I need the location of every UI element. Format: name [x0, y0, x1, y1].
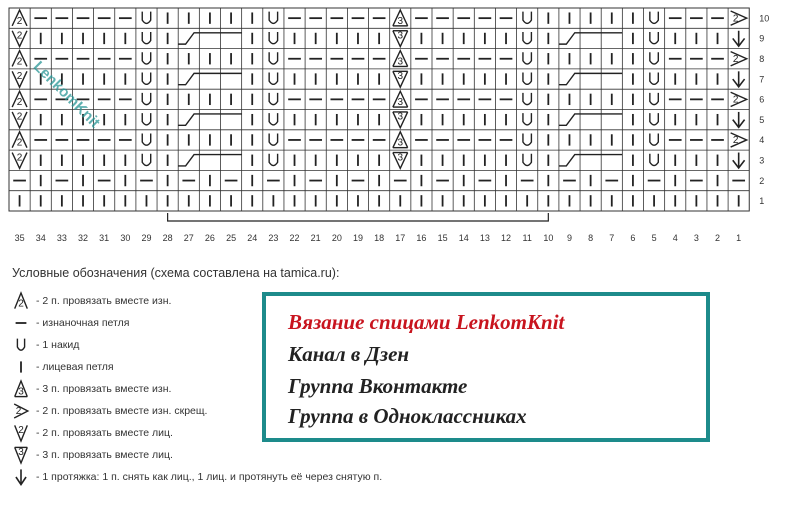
column-number: 8: [588, 233, 594, 243]
yarn-over-mark: [269, 12, 277, 24]
chart-stitch: [142, 12, 150, 24]
column-number: 6: [630, 233, 636, 243]
chart-stitch: [523, 32, 531, 44]
repeat-bracket: [168, 213, 549, 221]
decrease-count-label: 2: [16, 30, 23, 42]
promo-title[interactable]: Вязание спицами LenkomKnit: [288, 310, 565, 334]
decrease-count-label: 2: [732, 53, 739, 65]
chart-stitch: [523, 113, 531, 125]
chart-stitch: [650, 52, 658, 64]
chart-stitch: [142, 113, 150, 125]
yarn-over-mark: [523, 12, 531, 24]
legend-icon-purl-2-together: [10, 290, 32, 312]
yarn-over-mark: [650, 93, 658, 105]
decrease-count-label: 2: [16, 97, 23, 109]
legend-caption: Условные обозначения (схема составлена на tamica.ru):: [12, 266, 340, 280]
chart-stitch: [393, 132, 408, 149]
decrease-count-label: 3: [397, 71, 404, 83]
svg-text:2: 2: [15, 406, 22, 418]
column-number: 27: [183, 233, 194, 243]
svg-text:2: 2: [18, 298, 24, 310]
legend-label: - лицевая петля: [36, 361, 114, 373]
column-number: 12: [501, 233, 512, 243]
yarn-over-mark: [650, 52, 658, 64]
column-number: 9: [566, 233, 572, 243]
column-number: 31: [99, 233, 110, 243]
legend-label: - 1 протяжка: 1 п. снять как лиц., 1 лиц. и протянуть её через снятую п.: [36, 471, 383, 483]
decrease-count-label: 2: [732, 94, 739, 106]
yarn-over-mark: [650, 133, 658, 145]
decrease-count-label: 3: [397, 111, 404, 123]
chart-stitch: [523, 52, 531, 64]
column-number: 10: [543, 233, 554, 243]
cable-cross-line: [559, 114, 622, 125]
legend-icon-knit-3-together: [10, 444, 32, 466]
cable-cross-line: [178, 73, 241, 84]
decrease-count-label: 2: [16, 15, 23, 27]
chart-stitch: [142, 32, 150, 44]
yarn-over-mark: [269, 154, 277, 166]
column-number: 20: [331, 233, 342, 243]
row-number: 5: [759, 114, 765, 125]
row-number: 6: [759, 94, 765, 105]
promo-link-vk[interactable]: Группа Вконтакте: [288, 374, 468, 398]
decrease-count-label: 2: [16, 137, 23, 149]
row-number: 1: [759, 196, 765, 207]
chart-stitch: [12, 30, 27, 46]
chart-stitch: [650, 154, 658, 166]
decrease-count-label: 3: [397, 56, 404, 68]
cable-cross-line: [178, 33, 241, 44]
yarn-over-mark: [269, 113, 277, 125]
legend-icon-knit-2-together: [10, 422, 32, 444]
column-number: 19: [352, 233, 363, 243]
chart-stitch: [393, 51, 408, 68]
chart-stitch: [733, 71, 745, 86]
column-number: 35: [14, 233, 25, 243]
row-number: 3: [759, 155, 765, 166]
chart-stitch: [269, 32, 277, 44]
yarn-over-mark: [650, 73, 658, 85]
yarn-over-mark: [269, 133, 277, 145]
chart-stitch: [523, 73, 531, 85]
decrease-count-label: 2: [16, 56, 23, 68]
chart-stitch: [523, 93, 531, 105]
chart-stitch: [142, 133, 150, 145]
chart-stitch: [269, 12, 277, 24]
column-number: 22: [289, 233, 300, 243]
column-number: 1: [736, 233, 742, 243]
yarn-over-mark: [269, 32, 277, 44]
yarn-over-mark: [142, 73, 150, 85]
column-number: 33: [56, 233, 67, 243]
legend-label: - 1 накид: [36, 339, 80, 351]
yarn-over-mark: [142, 52, 150, 64]
chart-stitch: [12, 91, 27, 108]
legend-label: - 3 п. провязать вместе лиц.: [36, 449, 173, 461]
yarn-over-mark: [523, 154, 531, 166]
chart-stitch: [731, 52, 747, 66]
chart-stitch: [733, 112, 745, 127]
column-number: 4: [672, 233, 678, 243]
column-number: 32: [78, 233, 89, 243]
chart-stitch: [393, 91, 408, 108]
legend-icon-slip-pass-over: [10, 466, 32, 488]
column-number: 13: [479, 233, 490, 243]
chart-stitch: [393, 112, 408, 128]
chart-stitch: [523, 12, 531, 24]
legend-label: - 2 п. провязать вместе лиц.: [36, 427, 173, 439]
chart-stitch: [12, 152, 27, 168]
legend-label: - 2 п. провязать вместе изн.: [36, 295, 172, 307]
chart-stitch: [731, 92, 747, 106]
row-number: 4: [759, 135, 765, 146]
yarn-over-mark: [650, 12, 658, 24]
cable-cross-line: [178, 114, 241, 125]
column-number: 7: [609, 233, 615, 243]
chart-stitch: [393, 10, 408, 27]
yarn-over-mark: [523, 52, 531, 64]
column-number: 5: [651, 233, 657, 243]
decrease-count-label: 2: [16, 152, 23, 164]
chart-stitch: [650, 133, 658, 145]
chart-stitch: [269, 52, 277, 64]
decrease-count-label: 2: [732, 13, 739, 25]
decrease-count-label: 2: [732, 135, 739, 147]
yarn-over-mark: [269, 93, 277, 105]
chart-stitch: [650, 113, 658, 125]
column-number: 23: [268, 233, 279, 243]
yarn-over-mark: [142, 32, 150, 44]
column-number: 17: [395, 233, 406, 243]
chart-stitch: [12, 71, 27, 87]
row-number: 7: [759, 74, 765, 85]
chart-stitch: [733, 31, 745, 46]
promo-link-dzen[interactable]: Канал в Дзен: [288, 342, 410, 366]
column-number: 16: [416, 233, 427, 243]
yarn-over-mark: [523, 113, 531, 125]
column-number: 26: [204, 233, 215, 243]
chart-stitch: [393, 71, 408, 87]
chart-stitch: [269, 154, 277, 166]
legend-item: [10, 466, 480, 488]
legend-icon-purl-3-together: [10, 378, 32, 400]
cable-cross-line: [559, 73, 622, 84]
row-number: 9: [759, 33, 765, 44]
chart-stitch: [650, 93, 658, 105]
yarn-over-mark: [523, 93, 531, 105]
promo-box: [262, 292, 710, 442]
column-number: 24: [247, 233, 258, 243]
yarn-over-mark: [142, 154, 150, 166]
legend-icon-knit: [10, 356, 32, 378]
chart-stitch: [393, 30, 408, 46]
legend-icon-purl-2-crossed: [10, 400, 32, 422]
legend-label: - 3 п. провязать вместе изн.: [36, 383, 172, 395]
chart-stitch: [12, 51, 27, 68]
chart-stitch: [142, 52, 150, 64]
yarn-over-mark: [269, 73, 277, 85]
column-number: 15: [437, 233, 448, 243]
decrease-count-label: 3: [397, 97, 404, 109]
chart-stitch: [269, 113, 277, 125]
chart-stitch: [650, 12, 658, 24]
chart-stitch: [523, 133, 531, 145]
yarn-over-mark: [650, 32, 658, 44]
column-number: 28: [162, 233, 173, 243]
chart-stitch: [12, 132, 27, 149]
yarn-over-mark: [523, 32, 531, 44]
watermark-text: LenkomKnit: [29, 58, 104, 132]
legend-icon-yarn-over: [10, 334, 32, 356]
cable-cross-line: [559, 33, 622, 44]
svg-text:2: 2: [18, 425, 24, 436]
chart-stitch: [142, 93, 150, 105]
cable-cross-line: [178, 155, 241, 166]
row-number: 2: [759, 175, 765, 186]
legend-icon-purl: [10, 312, 32, 334]
yarn-over-mark: [523, 133, 531, 145]
chart-stitch: [12, 112, 27, 128]
column-number: 25: [226, 233, 237, 243]
row-number: 10: [759, 13, 770, 24]
column-number: 14: [458, 233, 469, 243]
yarn-over-mark: [142, 133, 150, 145]
chart-stitch: [393, 152, 408, 168]
row-number: 8: [759, 53, 765, 64]
chart-stitch: [733, 153, 745, 168]
column-number: 30: [120, 233, 131, 243]
chart-stitch: [650, 73, 658, 85]
column-number: 34: [35, 233, 46, 243]
legend-label: - 2 п. провязать вместе изн. скрещ.: [36, 405, 208, 417]
chart-stitch: [731, 11, 747, 25]
chart-stitch: [269, 73, 277, 85]
svg-text:3: 3: [18, 386, 24, 398]
yarn-over-mark: [523, 73, 531, 85]
decrease-count-label: 3: [397, 30, 404, 42]
yarn-over-mark: [650, 113, 658, 125]
legend-item: [10, 444, 480, 466]
column-number: 29: [141, 233, 152, 243]
column-number: 21: [310, 233, 321, 243]
chart-stitch: [269, 93, 277, 105]
column-number: 3: [693, 233, 699, 243]
yarn-over-mark: [142, 93, 150, 105]
yarn-over-mark: [142, 12, 150, 24]
decrease-count-label: 3: [397, 15, 404, 27]
chart-stitch: [269, 133, 277, 145]
decrease-count-label: 2: [16, 71, 23, 83]
decrease-count-label: 2: [16, 111, 23, 123]
column-number: 18: [374, 233, 385, 243]
column-number: 11: [522, 233, 532, 243]
chart-stitch: [650, 32, 658, 44]
cable-cross-line: [559, 155, 622, 166]
legend-label: - изнаночная петля: [36, 317, 130, 329]
yarn-over-mark: [269, 52, 277, 64]
chart-stitch: [142, 154, 150, 166]
chart-stitch: [142, 73, 150, 85]
yarn-over-mark: [650, 154, 658, 166]
promo-link-ok[interactable]: Группа в Одноклассниках: [288, 404, 527, 428]
decrease-count-label: 3: [397, 137, 404, 149]
column-number: 2: [715, 233, 721, 243]
chart-stitch: [523, 154, 531, 166]
decrease-count-label: 3: [397, 152, 404, 164]
svg-text:3: 3: [18, 447, 24, 458]
yarn-over-mark: [142, 113, 150, 125]
chart-stitch: [731, 133, 747, 147]
chart-stitch: [12, 10, 27, 27]
